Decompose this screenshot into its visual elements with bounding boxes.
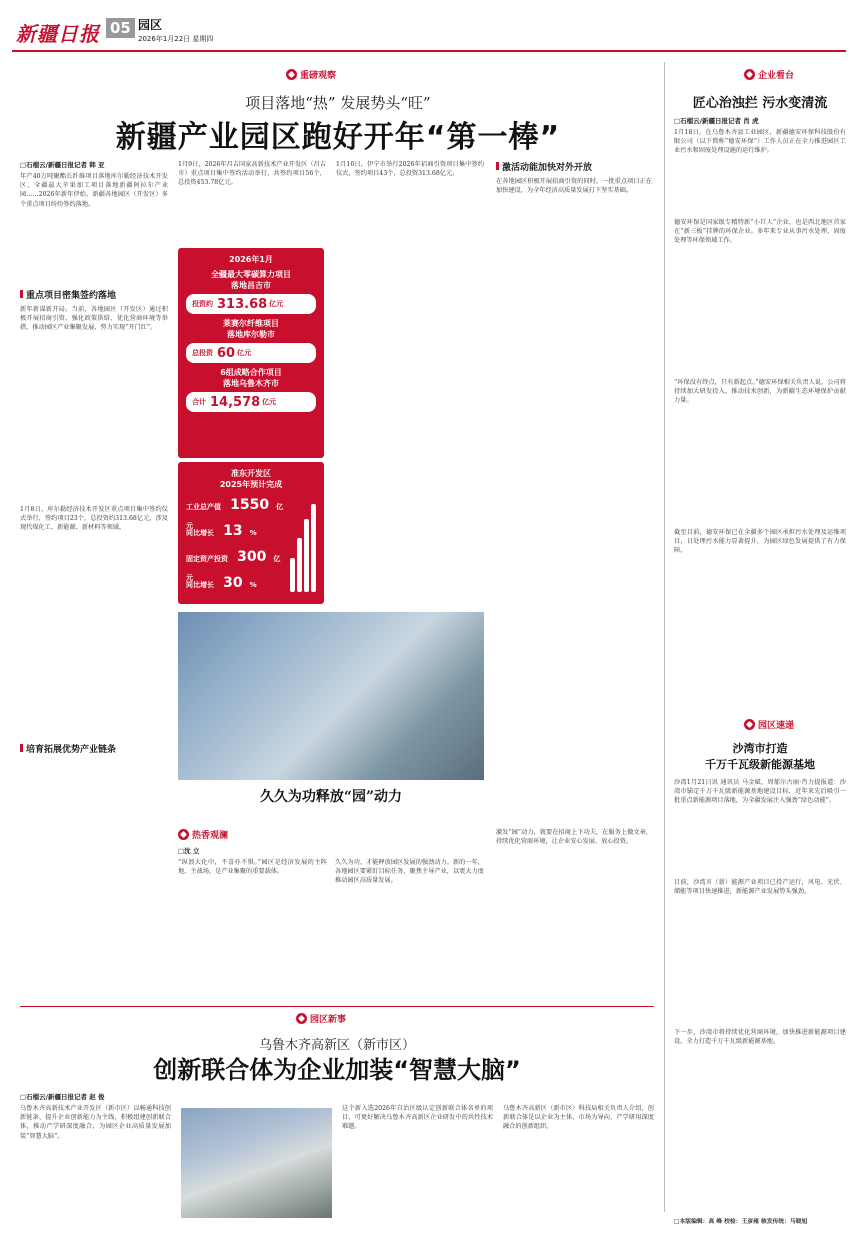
forecast-unit: 亿元 <box>186 555 281 582</box>
header-rule <box>12 50 846 52</box>
issue-date: 2026年1月22日 星期四 <box>138 35 214 43</box>
paragraph: 目前，沙湾市（新）能源产业项目已投产运行，风电、光伏、储能等项目快速推进，新能源产业发展势头强劲。 <box>674 879 846 896</box>
forecast-row <box>186 494 286 530</box>
forecast-label: 工业总产值 <box>186 503 221 511</box>
forecast-value: 1550 <box>230 497 270 513</box>
paragraph: 乌鲁木齐高新区（新市区）科技局相关负责人介绍，创新联合体是以企业为主体、市场为导向、产学研用深度融合的创新组织。 <box>503 1105 654 1131</box>
pill-value: 14,578 <box>210 394 261 410</box>
forecast-rows <box>178 494 324 598</box>
paragraph: 乌鲁木齐高新技术产业开发区（新市区）以畅通科技创新链条、提升企业创新能力为主线，积极组建创新联合体，推动产学研深度融合，为园区企业高质量发展加装“智慧大脑”。 <box>20 1105 171 1140</box>
forecast-value: 13 <box>223 523 243 539</box>
commentary-byline: □沈 立 <box>178 847 200 855</box>
forecast-infobox <box>178 462 324 604</box>
infobox-line: 落地昌吉市 <box>231 281 271 290</box>
infobox-pill <box>186 343 316 363</box>
forecast-title: 准东开发区 <box>231 469 271 478</box>
forecast-bar <box>297 538 302 592</box>
forecast-label: 同比增长 <box>186 529 214 537</box>
main-article-byline: □石榴云/新疆日报记者 韩 亚 <box>20 161 105 169</box>
photo-innovation <box>181 1108 332 1218</box>
subhead-projects: 重点项目密集签约落地 <box>20 288 168 301</box>
forecast-subtitle: 2025年预计完成 <box>219 480 283 489</box>
infobox-block <box>178 318 324 363</box>
newspaper-logo: 新疆日报 <box>16 22 100 46</box>
main-col-1-lower <box>20 742 168 942</box>
pill-label: 合计 <box>192 398 206 406</box>
forecast-label: 固定资产投资 <box>186 555 228 563</box>
sidebar-tag-icon <box>744 69 755 80</box>
paragraph: 年产40万吨聚酯长纤维项目落地库尔勒经济技术开发区，全疆最大苹果加工项目落地新疆阿拉尔产业园……2026年新年伊始，新疆各地园区（开发区）多个重点项目纷纷签约落地。 <box>20 173 168 208</box>
paragraph: 1月9日，2026年昌吉国家高新技术产业开发区（昌吉市）重点项目集中签约活动举行，共签约项目56个，总投资453.78亿元。 <box>178 161 326 187</box>
masthead <box>12 12 846 46</box>
commentary-tag-icon <box>178 829 189 840</box>
infobox-line: 莱赛尔纤维项目 <box>223 319 279 328</box>
pill-label: 投资约 <box>192 300 213 308</box>
page-number: 05 <box>106 18 135 38</box>
commentary-tag: 热香观澜 <box>178 828 228 841</box>
sidebar-tag-icon <box>744 719 755 730</box>
data-infobox <box>178 248 324 458</box>
main-col-1 <box>20 172 168 740</box>
forecast-row <box>186 520 286 542</box>
forecast-unit: % <box>249 581 257 589</box>
paragraph: 下一步，沙湾市将持续优化营商环境，加快推进新能源项目建设，全力打造千万千瓦级新能源基地。 <box>674 1029 846 1046</box>
infobox-year: 2026年1月 <box>229 255 273 264</box>
forecast-row <box>186 546 286 582</box>
paragraph: 截至目前，德安环保已在全疆多个园区承担污水处理及运维项目，日处理污水能力显著提升，为园区绿色发展提供了有力保障。 <box>674 529 846 555</box>
main-col-4 <box>496 160 652 740</box>
photo-industrial-park <box>178 612 484 780</box>
infobox-line: 落地乌鲁木齐市 <box>223 379 279 388</box>
sidebar-bottom-title-2: 千万千瓦级新能源基地 <box>705 758 815 771</box>
commentary-body <box>178 858 484 968</box>
pill-unit: 亿元 <box>262 398 277 406</box>
bottom-article-tag: 园区新事 <box>296 1012 346 1025</box>
main-article-tag: 重磅观察 <box>286 68 336 81</box>
section-tag-icon <box>286 69 297 80</box>
infobox-line: 落地库尔勒市 <box>227 330 275 339</box>
sidebar-top-byline: □石榴云/新疆日报记者 肖 虎 <box>674 117 759 125</box>
sidebar-bottom-tag: 园区速递 <box>744 718 794 731</box>
paragraph: 激发“园”动力，就要在招商上下功夫，在服务上做文章，持续优化营商环境，让企业安心发展、放心投资。 <box>496 829 652 846</box>
pill-unit: 亿元 <box>269 300 284 308</box>
paragraph: 沙湾1月21日讯 通讯员 马金斌、周郁尔古丽·肖力提报道：沙湾市锚定千万千瓦级新能源基地建设目标，近年来先后吸引一批重点新能源项目落地，为全疆发展注入强劲“绿色动能”。 <box>674 779 846 805</box>
paragraph: 新年新谋新开局。当前，各地园区（开发区）通过积极开展招商引资、强化政策供给、优化营商环境等举措，推动园区产业集聚发展，努力实现“开门红”。 <box>20 306 168 332</box>
paragraph: 在各地园区积极开展招商引资的同时，一批重点项目正在加快建设，为全年经济高质量发展打下坚实基础。 <box>496 178 652 195</box>
sidebar-top-tag: 企业看台 <box>744 68 794 81</box>
infobox-line: 全疆最大零碳算力项目 <box>211 270 291 279</box>
infobox-line: 6组成略合作项目 <box>220 368 282 377</box>
infobox-pill <box>186 392 316 412</box>
paragraph: 德安环保是国家级专精特新“小巨人”企业，也是西北地区首家在“新三板”挂牌的环保企业。多年来专业从事污水处理、固废处理等环保领域工作。 <box>674 219 846 245</box>
paragraph: “纵浪大化中，不喜亦不惧。”园区是经济发展的主阵地、主战场，是产业集聚的重要载体。 <box>178 859 327 876</box>
forecast-bar <box>290 558 295 592</box>
sidebar-top-body <box>674 128 846 708</box>
paragraph: 1月18日，在乌鲁木齐县工业园区，新疆德安环保科技股份有限公司（以下简称“德安环保”）工作人员正在全力推进园区工业污水和固废处理设施的运行维护。 <box>674 129 846 155</box>
commentary-body-right <box>496 828 652 968</box>
main-article-kicker: 项目落地“热” 发展势头“旺” <box>245 94 431 112</box>
section-name: 园区 <box>138 18 163 32</box>
bottom-article-byline: □石榴云/新疆日报记者 赵 俊 <box>20 1093 105 1101</box>
footer-editors: □本版编辑：高 峰 校检：王彦雍 核发传统：马晓旭 <box>674 1219 808 1225</box>
bottom-article-title: 创新联合体为企业加装“智慧大脑” <box>153 1056 521 1084</box>
paragraph: 1月16日，伊宁市举行2026年招商引资项目集中签约仪式，签约项目43个，总投资313.68亿元。 <box>336 161 484 178</box>
sidebar-top-title: 匠心治浊拦 污水变清流 <box>692 96 828 111</box>
paragraph: 久久为功，才能释放园区发展的强劲动力。新的一年，各地园区要紧盯目标任务，聚焦主导产业，以更大力度推动园区高质量发展。 <box>335 859 484 885</box>
pill-label: 总投资 <box>192 349 213 357</box>
bottom-section-rule <box>20 1006 654 1007</box>
forecast-bar <box>311 504 316 592</box>
bottom-article-body <box>20 1104 654 1228</box>
sidebar-bottom-title-1: 沙湾市打造 <box>732 742 788 755</box>
forecast-row <box>186 572 286 594</box>
infobox-pill <box>186 294 316 314</box>
forecast-value: 300 <box>237 549 267 565</box>
forecast-bars <box>290 494 318 594</box>
column-divider <box>664 62 665 1212</box>
forecast-unit: 亿元 <box>186 503 284 530</box>
forecast-label: 同比增长 <box>186 581 214 589</box>
subhead-opening: 激活动能加快对外开放 <box>496 160 652 173</box>
bottom-article-kicker: 乌鲁木齐高新区（新市区） <box>258 1038 415 1053</box>
photo-caption: 久久为功释放“园”动力 <box>259 789 403 805</box>
sidebar-bottom-body <box>674 778 846 1198</box>
forecast-bar <box>304 519 309 593</box>
main-article-title: 新疆产业园区跑好开年“第一棒” <box>115 120 561 155</box>
infobox-block <box>178 367 324 412</box>
pill-unit: 亿元 <box>237 349 252 357</box>
forecast-value: 30 <box>223 575 243 591</box>
forecast-unit: % <box>249 529 257 537</box>
paragraph: “环保没有终点，只有新起点。”德安环保相关负责人说，公司将持续加大研发投入，推动技术创新，为新疆生态环境保护贡献力量。 <box>674 379 846 405</box>
paragraph: 这个新入选2026年自治区级认定创新联合体名单的项目，可更好解决乌鲁木齐高新区企业研发中的共性技术难题。 <box>342 1105 493 1131</box>
infobox-block <box>178 269 324 314</box>
subhead-chains: 培育拓展优势产业链条 <box>20 742 168 755</box>
paragraph: 1月8日，库尔勒经济技术开发区重点项目集中签约仪式举行，签约项目23个，总投资约313.68亿元，涉及现代煤化工、新能源、新材料等领域。 <box>20 506 168 532</box>
bottom-tag-icon <box>296 1013 307 1024</box>
pill-value: 313.68 <box>217 296 268 312</box>
pill-value: 60 <box>217 345 236 361</box>
